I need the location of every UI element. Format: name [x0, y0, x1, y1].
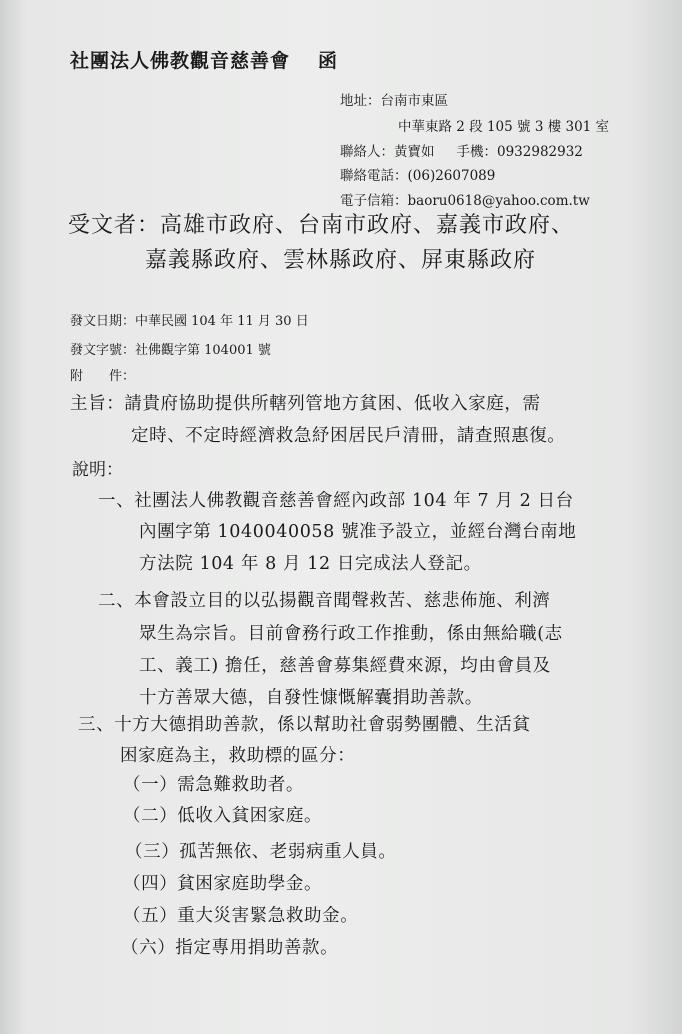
- description-line: 方法院 104 年 8 月 12 日完成法人登記。: [139, 554, 482, 574]
- aid-category-item: （三）孤苦無依、老弱病重人員。: [125, 842, 397, 862]
- description-line: 內團字第 1040040058 號准予設立，並經台灣台南地: [139, 522, 577, 542]
- aid-category-item: （五）重大災害緊急救助金。: [123, 906, 359, 926]
- subject-line-1: 主旨：請貴府協助提供所轄列管地方貧困、低收入家庭，需: [70, 394, 541, 414]
- document-type: 函: [318, 50, 339, 72]
- description-line: 眾生為宗旨。目前會務行政工作推動，係由無給職(志: [139, 624, 563, 644]
- aid-category-item: （四）貧困家庭助學金。: [123, 874, 323, 894]
- description-heading: 說明：: [72, 460, 123, 480]
- contact-phone: 聯絡電話：(06)2607089: [340, 168, 496, 184]
- letterhead-title: [70, 46, 338, 73]
- address-line-1: 地址：台南市東區: [340, 93, 448, 109]
- description-line: 三、十方大德捐助善款，係以幫助社會弱勢團體、生活貧: [78, 715, 531, 735]
- address-line-2: 中華東路 2 段 105 號 3 樓 301 室: [398, 119, 610, 135]
- recipients-line-1: 受文者：高雄市政府、台南市政府、嘉義市政府、: [68, 213, 575, 238]
- contact-person: 聯絡人：黃寶如: [340, 144, 435, 160]
- description-line: 十方善眾大德，自發性慷慨解囊捐助善款。: [139, 688, 483, 708]
- document-number: 發文字號：社佛觀字第 104001 號: [70, 343, 271, 358]
- recipients-line-2: 嘉義縣政府、雲林縣政府、屏東縣政府: [145, 248, 537, 273]
- mobile-number: 手機：0932982932: [456, 144, 583, 160]
- aid-category-item: （一）需急難救助者。: [123, 775, 304, 795]
- aid-category-item: （六）指定專用捐助善款。: [121, 938, 339, 958]
- subject-line-2: 定時、不定時經濟救急紓困居民戶清冊，請查照惠復。: [131, 426, 566, 446]
- description-line: 困家庭為主，救助標的區分：: [120, 746, 356, 766]
- attachment-label: 附 件：: [70, 369, 136, 384]
- issue-date: 發文日期：中華民國 104 年 11 月 30 日: [70, 314, 309, 329]
- aid-category-item: （二）低收入貧困家庭。: [123, 806, 323, 826]
- contact-line: [340, 140, 583, 160]
- description-line: 工、義工) 擔任，慈善會募集經費來源，均由會員及: [139, 656, 551, 676]
- organization-name: 社團法人佛教觀音慈善會: [70, 50, 291, 72]
- contact-email: 電子信箱：baoru0618@yahoo.com.tw: [340, 193, 590, 209]
- description-line: 一、社團法人佛教觀音慈善會經內政部 104 年 7 月 2 日台: [98, 491, 574, 511]
- description-line: 二、本會設立目的以弘揚觀音聞聲救苦、慈悲佈施、利濟: [98, 591, 551, 611]
